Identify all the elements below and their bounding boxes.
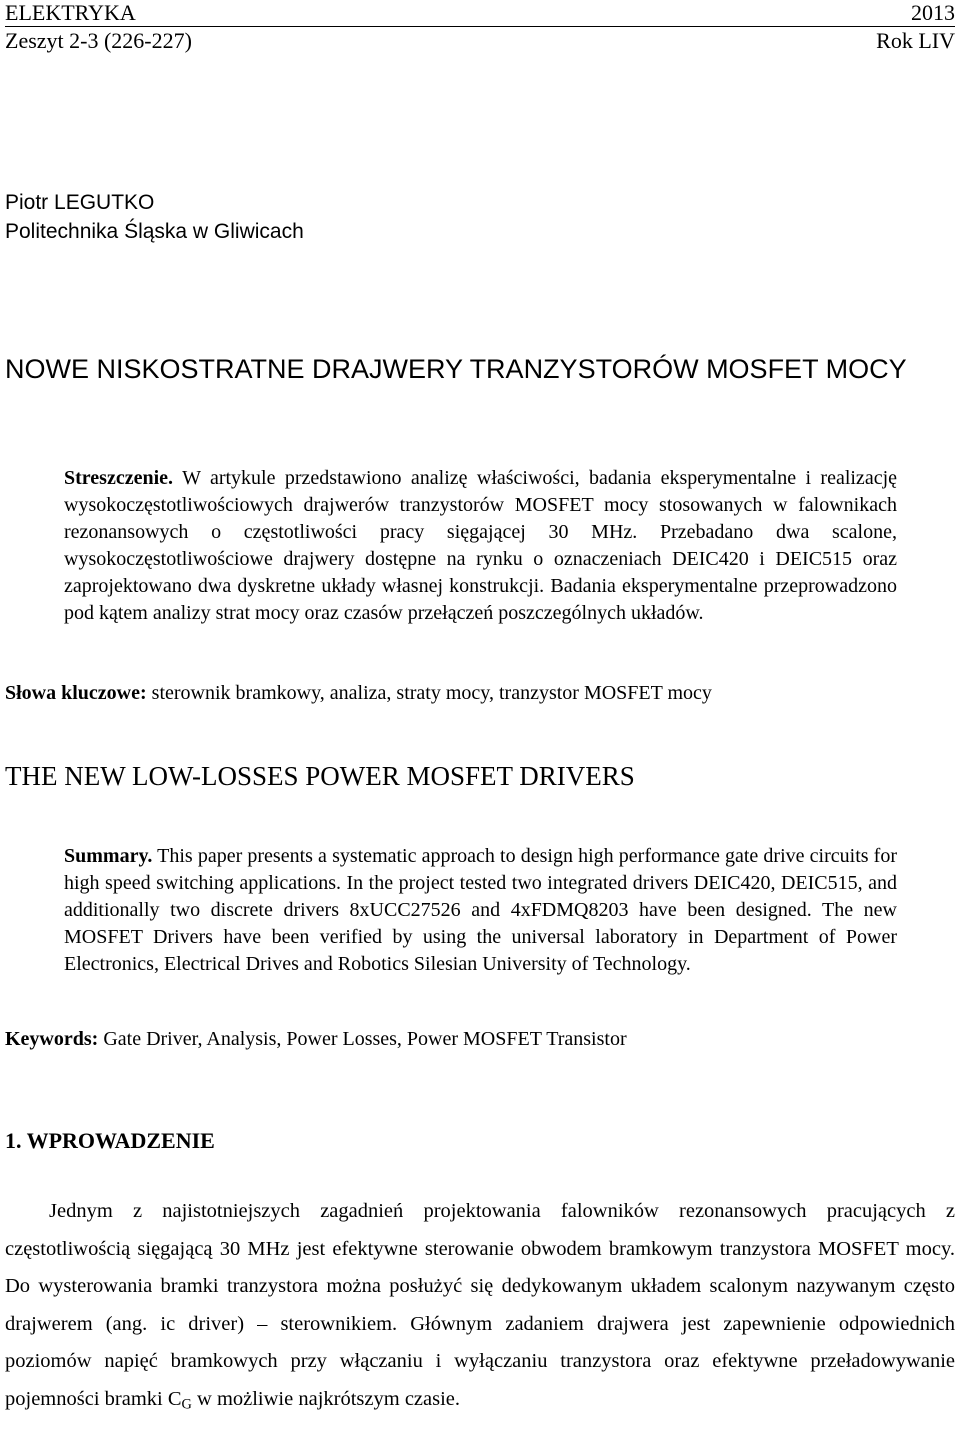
author-affiliation: Politechnika Śląska w Gliwicach (5, 220, 304, 243)
running-header (5, 0, 955, 27)
summary-label: Summary. (64, 845, 153, 867)
summary-en (64, 843, 897, 978)
abstract-pl (64, 465, 897, 627)
author-name: Piotr LEGUTKO (5, 191, 155, 214)
keywords-en-text: Gate Driver, Analysis, Power Losses, Power MOSFET Transistor (103, 1028, 627, 1050)
author-block (5, 188, 304, 246)
issue-number: Zeszyt 2-3 (226-227) (5, 28, 192, 53)
volume-number: Rok LIV (876, 28, 955, 53)
keywords-en-label: Keywords: (5, 1028, 99, 1050)
summary-text: This paper presents a systematic approach to design high performance gate drive circuits for high speed switching applications. In the project tested two integrated drivers DEIC420, DEIC515, and additionally two discrete drivers 8xUCC27526 and 4xFDMQ8203 have been designed. The new MOSFET Drivers have been verified by using the universal laboratory in Department of Power Electronics, Electrical Drives and Robotics Silesian University of Technology. (64, 845, 897, 975)
paper-title-en: THE NEW LOW-LOSSES POWER MOSFET DRIVERS (5, 761, 635, 791)
journal-year: 2013 (911, 0, 955, 25)
paper-title-pl: NOWE NISKOSTRATNE DRAJWERY TRANZYSTORÓW MOSFET MOCY (5, 354, 907, 384)
gate-capacitance-symbol: C (167, 1387, 182, 1410)
keywords-en (5, 1026, 945, 1053)
keywords-pl-text: sterownik bramkowy, analiza, straty mocy, tranzystor MOSFET mocy (151, 682, 712, 704)
paragraph-main: Jednym z najistotniejszych zagadnień projektowania falowników rezonansowych pracujących z częstotliwością sięgającą 30 MHz jest efektywne sterowanie obwodem bramkowym tranzystora MOSFET mocy. Do wysterowania bramki tranzystora można posłużyć się dedykowanym układem scalonym nazywanym często drajwerem (ang. ic driver) – sterownikiem. Głównym zadaniem drajwera jest zapewnienie odpowiednich poziomów napięć bramkowych przy włączaniu i wyłączaniu tranzystora oraz efektywne przeładowywanie pojemności bramki (5, 1200, 955, 1410)
keywords-pl (5, 680, 945, 707)
paragraph-end: w możliwie najkrótszym czasie. (197, 1387, 461, 1410)
abstract-label: Streszczenie. (64, 467, 174, 489)
journal-name: ELEKTRYKA (5, 0, 136, 25)
gate-capacitance-subscript: G (181, 1396, 192, 1413)
issue-line (5, 28, 955, 54)
abstract-text: W artykule przedstawiono analizę właściwości, badania eksperymentalne i realizację wysokoczęstotliwościowych drajwerów tranzystorów MOSFET mocy stosowanych w falownikach rezonansowych o częstotliwości pracy sięgającej 30 MHz. Przebadano dwa scalone, wysokoczęstotliwościowe drajwery dostępne na rynku o oznaczeniach DEIC420 i DEIC515 oraz zaprojektowano dwa dyskretne układy własnej konstrukcji. Badania eksperymentalne przeprowadzono pod kątem analizy strat mocy oraz czasów przełączeń poszczególnych układów. (64, 467, 898, 624)
keywords-pl-label: Słowa kluczowe: (5, 682, 147, 704)
section-heading: 1. WPROWADZENIE (5, 1128, 215, 1153)
section-paragraph (5, 1193, 955, 1418)
